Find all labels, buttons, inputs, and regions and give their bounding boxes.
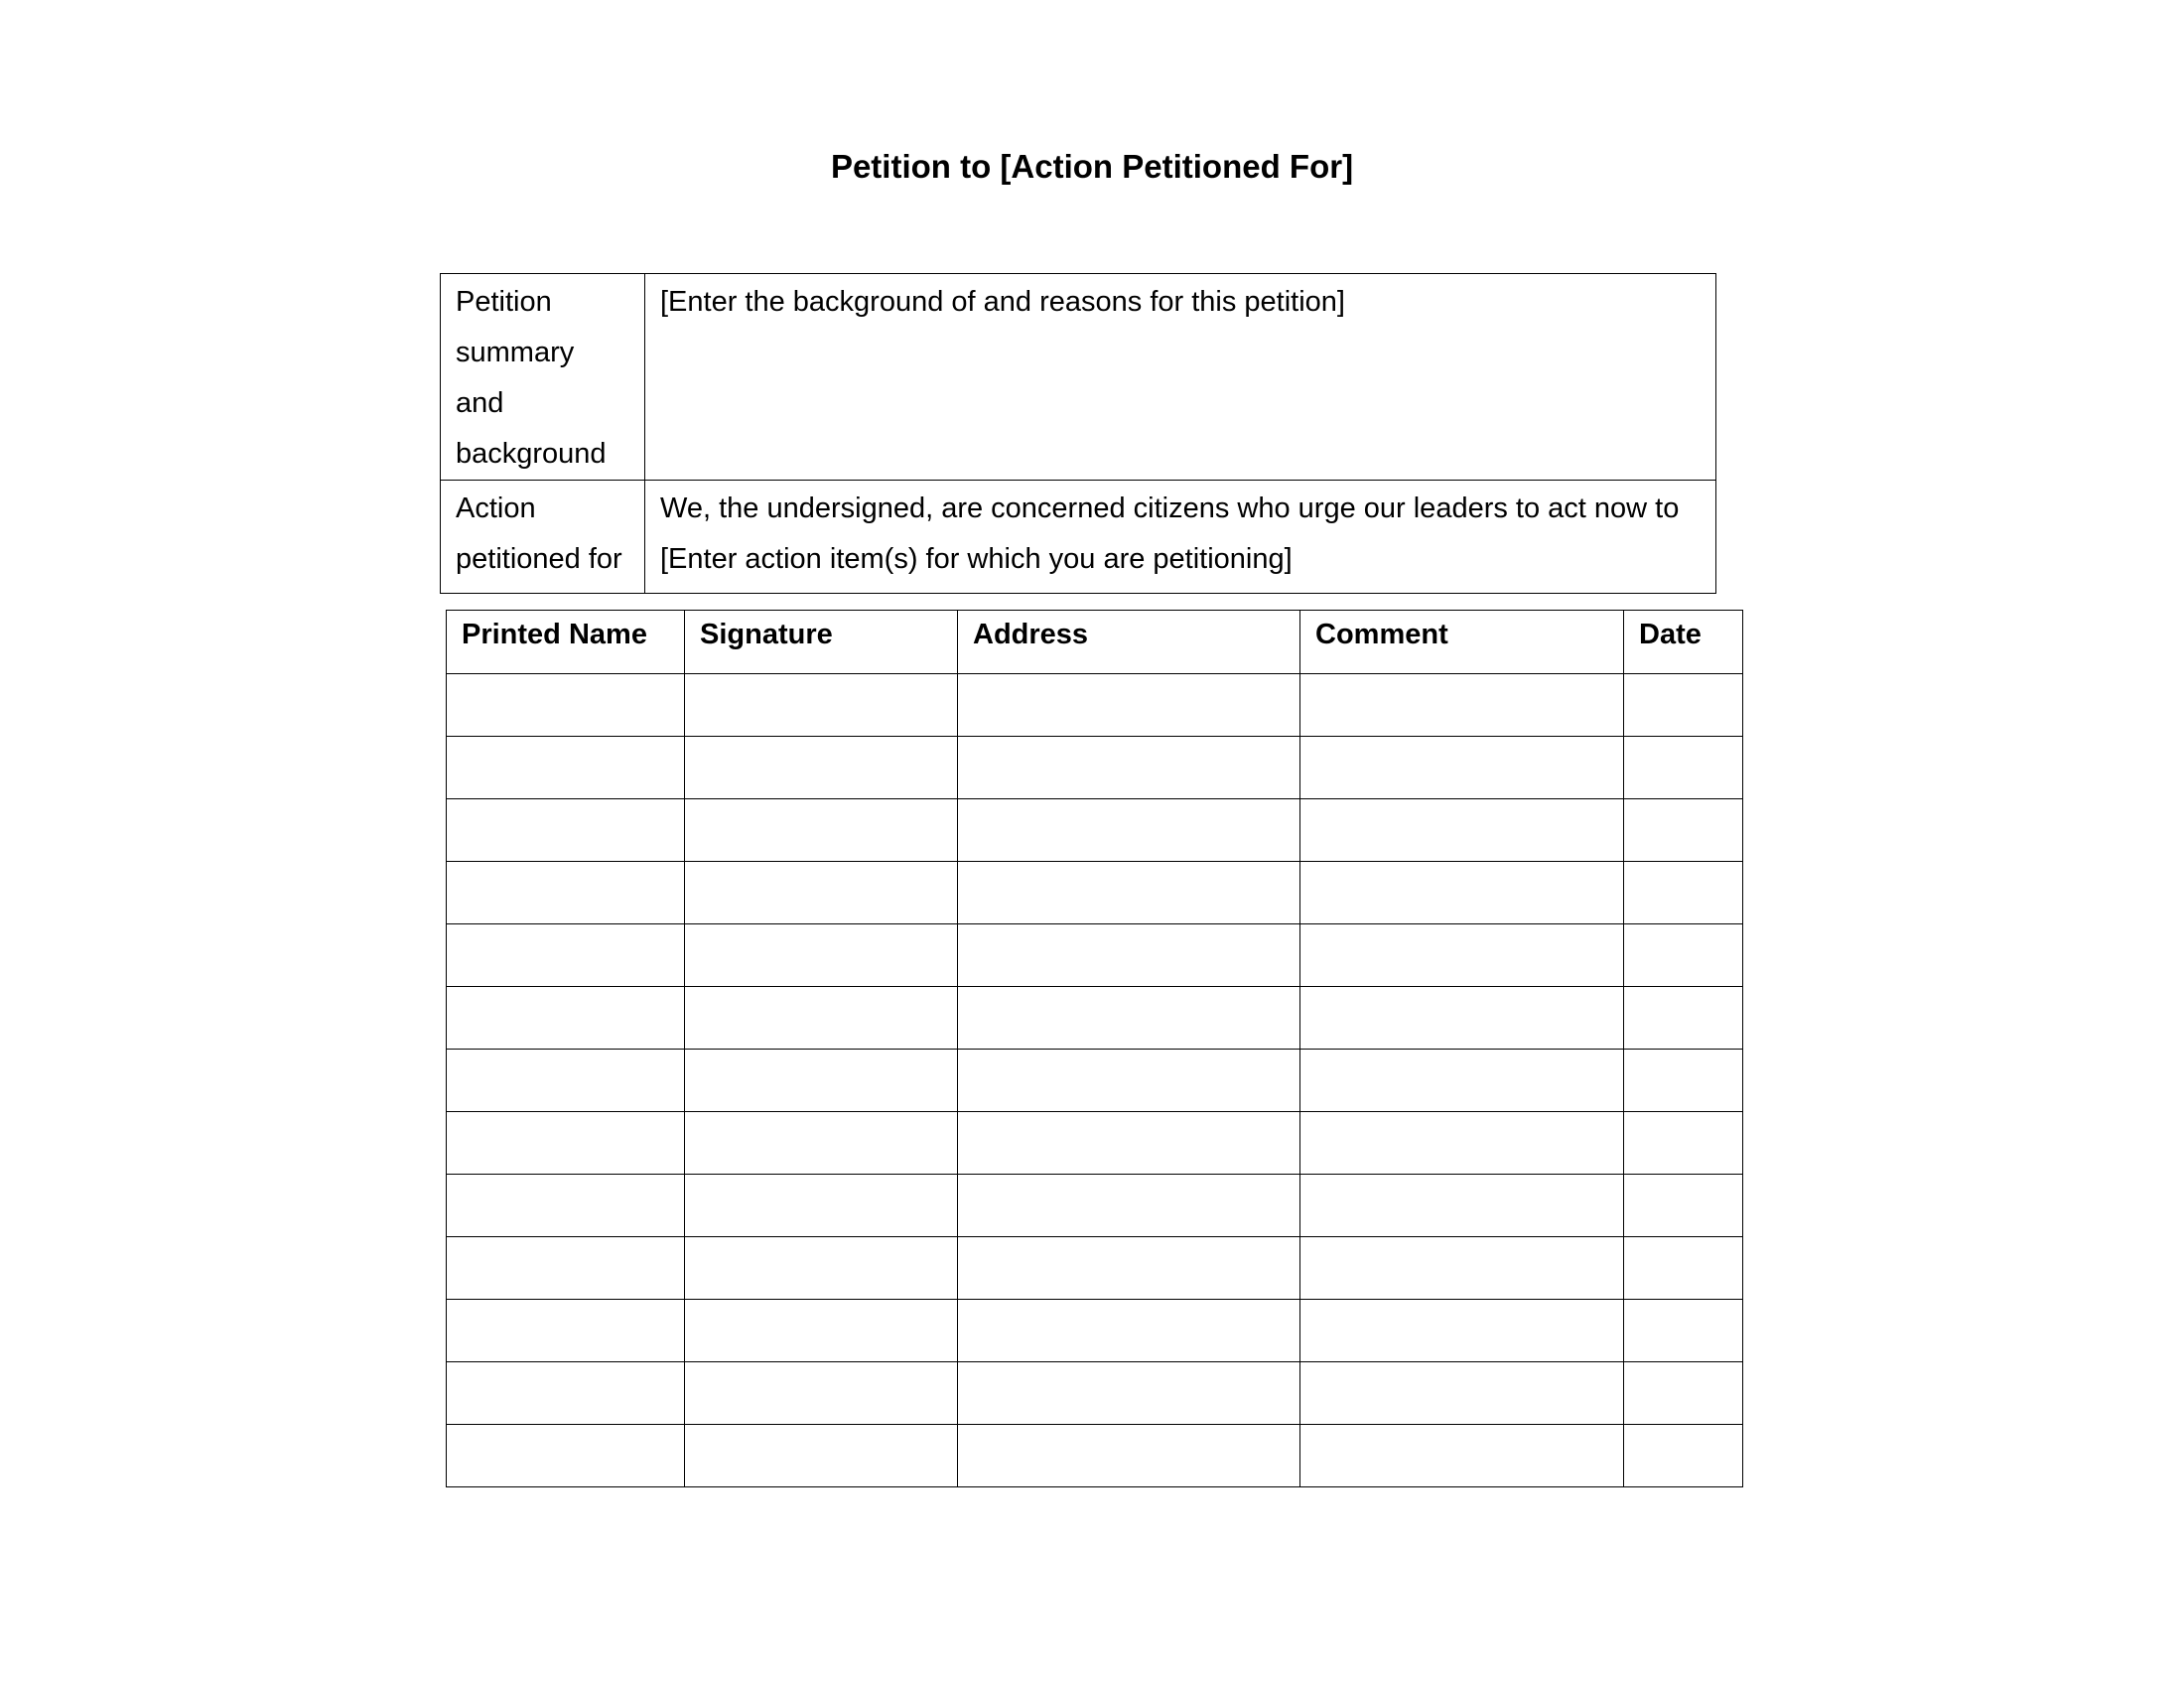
table-row: [447, 924, 1743, 987]
table-row: [447, 1237, 1743, 1300]
date-cell[interactable]: [1624, 987, 1743, 1050]
comment-cell[interactable]: [1300, 1237, 1624, 1300]
header-comment: Comment: [1300, 611, 1624, 674]
address-cell[interactable]: [958, 987, 1300, 1050]
signature-rows: [447, 674, 1743, 1487]
comment-cell[interactable]: [1300, 1175, 1624, 1237]
page-title: Petition to [Action Petitioned For]: [830, 148, 1354, 185]
signature-cell[interactable]: [685, 1050, 958, 1112]
action-label: Action petitioned for: [441, 481, 645, 594]
table-row: [447, 1050, 1743, 1112]
action-value[interactable]: We, the undersigned, are concerned citizens who urge our leaders to act now to [Enter action item(s) for which you are petitioning]: [645, 481, 1716, 594]
signature-cell[interactable]: [685, 1300, 958, 1362]
printed-name-cell[interactable]: [447, 737, 685, 799]
table-row: [447, 1175, 1743, 1237]
printed-name-cell[interactable]: [447, 674, 685, 737]
address-cell[interactable]: [958, 674, 1300, 737]
header-date: Date: [1624, 611, 1743, 674]
signature-cell[interactable]: [685, 1112, 958, 1175]
date-cell[interactable]: [1624, 1300, 1743, 1362]
header-signature: Signature: [685, 611, 958, 674]
comment-cell[interactable]: [1300, 1050, 1624, 1112]
signature-header-row: [447, 611, 1743, 674]
table-row: [447, 1362, 1743, 1425]
comment-cell[interactable]: [1300, 1112, 1624, 1175]
address-cell[interactable]: [958, 1112, 1300, 1175]
header-address: Address: [958, 611, 1300, 674]
table-row: [447, 1425, 1743, 1487]
table-row: [447, 862, 1743, 924]
date-cell[interactable]: [1624, 674, 1743, 737]
signature-cell[interactable]: [685, 674, 958, 737]
address-cell[interactable]: [958, 862, 1300, 924]
table-row: [441, 481, 1716, 594]
date-cell[interactable]: [1624, 1175, 1743, 1237]
signature-cell[interactable]: [685, 1425, 958, 1487]
address-cell[interactable]: [958, 1175, 1300, 1237]
printed-name-cell[interactable]: [447, 1237, 685, 1300]
signature-cell[interactable]: [685, 862, 958, 924]
date-cell[interactable]: [1624, 862, 1743, 924]
signature-cell[interactable]: [685, 924, 958, 987]
table-row: [441, 274, 1716, 481]
signature-cell[interactable]: [685, 1362, 958, 1425]
date-cell[interactable]: [1624, 924, 1743, 987]
comment-cell[interactable]: [1300, 799, 1624, 862]
address-cell[interactable]: [958, 924, 1300, 987]
printed-name-cell[interactable]: [447, 924, 685, 987]
address-cell[interactable]: [958, 1362, 1300, 1425]
comment-cell[interactable]: [1300, 737, 1624, 799]
address-cell[interactable]: [958, 1050, 1300, 1112]
printed-name-cell[interactable]: [447, 1112, 685, 1175]
date-cell[interactable]: [1624, 1237, 1743, 1300]
date-cell[interactable]: [1624, 1425, 1743, 1487]
signature-cell[interactable]: [685, 1175, 958, 1237]
comment-cell[interactable]: [1300, 1362, 1624, 1425]
comment-cell[interactable]: [1300, 987, 1624, 1050]
signature-cell[interactable]: [685, 799, 958, 862]
signature-cell[interactable]: [685, 1237, 958, 1300]
printed-name-cell[interactable]: [447, 987, 685, 1050]
comment-cell[interactable]: [1300, 1300, 1624, 1362]
table-row: [447, 674, 1743, 737]
address-cell[interactable]: [958, 1237, 1300, 1300]
address-cell[interactable]: [958, 737, 1300, 799]
table-row: [447, 737, 1743, 799]
date-cell[interactable]: [1624, 799, 1743, 862]
signature-cell[interactable]: [685, 737, 958, 799]
comment-cell[interactable]: [1300, 862, 1624, 924]
date-cell[interactable]: [1624, 1050, 1743, 1112]
table-row: [447, 799, 1743, 862]
address-cell[interactable]: [958, 1300, 1300, 1362]
date-cell[interactable]: [1624, 737, 1743, 799]
summary-label: Petition summary and background: [441, 274, 645, 481]
petition-info-table: [440, 273, 1716, 594]
header-printed-name: Printed Name: [447, 611, 685, 674]
address-cell[interactable]: [958, 799, 1300, 862]
date-cell[interactable]: [1624, 1112, 1743, 1175]
comment-cell[interactable]: [1300, 674, 1624, 737]
printed-name-cell[interactable]: [447, 1362, 685, 1425]
table-row: [447, 1112, 1743, 1175]
printed-name-cell[interactable]: [447, 1050, 685, 1112]
comment-cell[interactable]: [1300, 924, 1624, 987]
printed-name-cell[interactable]: [447, 862, 685, 924]
table-row: [447, 1300, 1743, 1362]
date-cell[interactable]: [1624, 1362, 1743, 1425]
printed-name-cell[interactable]: [447, 1175, 685, 1237]
table-row: [447, 987, 1743, 1050]
printed-name-cell[interactable]: [447, 1300, 685, 1362]
comment-cell[interactable]: [1300, 1425, 1624, 1487]
signature-table: [446, 610, 1743, 1487]
printed-name-cell[interactable]: [447, 1425, 685, 1487]
printed-name-cell[interactable]: [447, 799, 685, 862]
signature-cell[interactable]: [685, 987, 958, 1050]
summary-value[interactable]: [Enter the background of and reasons for this petition]: [645, 274, 1716, 481]
address-cell[interactable]: [958, 1425, 1300, 1487]
